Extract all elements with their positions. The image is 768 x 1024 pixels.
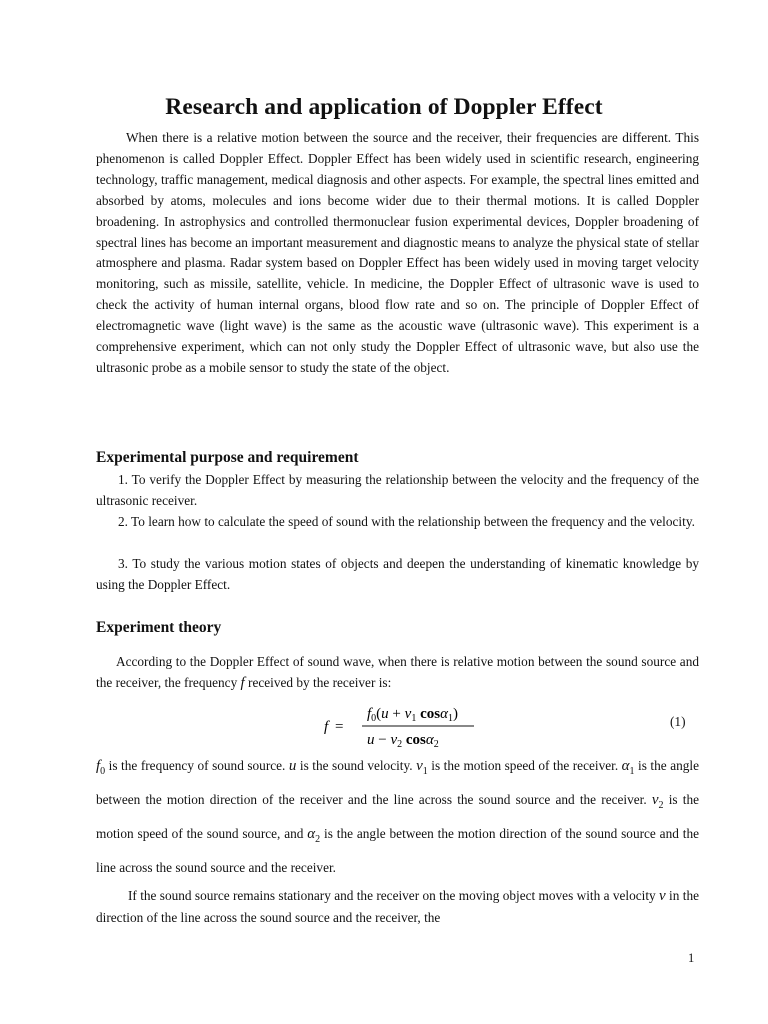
section-heading-purpose: Experimental purpose and requirement	[96, 449, 359, 466]
theory-text: According to the Doppler Effect of sound wave, when there is relative motion between the sound source and the receiver, the frequency	[96, 654, 699, 690]
symbol-f0: $f_0$	[96, 758, 106, 777]
theory-paragraph	[96, 652, 699, 694]
list-item: 1. To verify the Doppler Effect by measuring the relationship between the velocity and the frequency of the ultrasonic receiver.	[96, 472, 699, 508]
intro-paragraph: When there is a relative motion between the source and the receiver, their frequencies are different. This phenomenon is called Doppler Effect. Doppler Effect has been widely used in scientific research, engineering technology, traffic management, medical diagnosis and other aspects. For example, the spectral lines emitted and absorbed by atoms, molecules and ions become wider due to their thermal motions. It is called Doppler broadening. In astrophysics and controlled thermonuclear fusion experimental devices, Doppler broadening of spectral lines has become an important measurement and diagnostic means to analyze the physical state of stellar atmosphere and plasma. Radar system based on Doppler Effect has been widely used in moving target velocity monitoring, such as missile, satellite, vehicle. In medicine, the Doppler Effect of ultrasonic wave is used to check the activity of human internal organs, blood flow rate and so on. The principle of Doppler Effect of electromagnetic wave (light wave) is the same as the acoustic wave (ultrasonic wave). This experiment is a comprehensive experiment, which can not only study the Doppler Effect of ultrasonic wave, but also use the ultrasonic probe as a mobile sensor to study the state of the object.	[96, 130, 699, 375]
symbol-alpha1: $\alpha_1$	[621, 758, 635, 777]
definition-text: is the angle between the motion direction of the sound source and the line across the sound source and the receiver.	[96, 826, 699, 875]
symbol-definitions	[96, 752, 699, 882]
svg-text:f0(u + v1 cosα1): $f_0(u + v_1$ cosα$_1$)	[367, 706, 458, 724]
definition-text: is the angle between the motion direction of the receiver and the line across the sound source and the receiver.	[96, 758, 699, 807]
list-item: 3. To study the various motion states of objects and deepen the understanding of kinematic knowledge by using the Doppler Effect.	[96, 556, 699, 592]
svg-text:=: =	[335, 719, 344, 735]
definition-text: is the frequency of sound source.	[105, 758, 289, 773]
svg-text:u − v2 cosα2: $u - v_2$ cosα$_2$	[367, 732, 439, 750]
definition-text: is the motion speed of the receiver.	[427, 758, 622, 773]
svg-text:f: f	[324, 719, 329, 735]
symbol-v1: $v_1$	[416, 758, 428, 777]
section-heading-theory: Experiment theory	[96, 619, 222, 636]
definition-text: is the sound velocity.	[296, 758, 417, 773]
theory-text: If the sound source remains stationary and the receiver on the moving object moves with a velocity	[128, 888, 660, 903]
symbol-alpha2: $\alpha_2$	[307, 826, 321, 845]
equation-number: (1)	[670, 714, 686, 729]
theory-paragraph-2	[96, 885, 699, 929]
symbol-f: f	[240, 674, 245, 691]
symbol-u: u	[288, 758, 297, 774]
list-item: 2. To learn how to calculate the speed of sound with the relationship between the frequency and the velocity.	[118, 514, 695, 529]
theory-text: received by the receiver is:	[244, 674, 392, 690]
theory-text: in the direction of the line across the sound source and the receiver, the	[96, 888, 699, 925]
symbol-v: v	[659, 888, 666, 904]
definition-text: is the motion speed of the sound source, and	[96, 792, 699, 841]
page-number: 1	[688, 951, 695, 965]
symbol-v2: $v_2$	[651, 792, 664, 811]
page-title: Research and application of Doppler Effect	[165, 94, 603, 120]
doppler-formula	[322, 702, 482, 750]
